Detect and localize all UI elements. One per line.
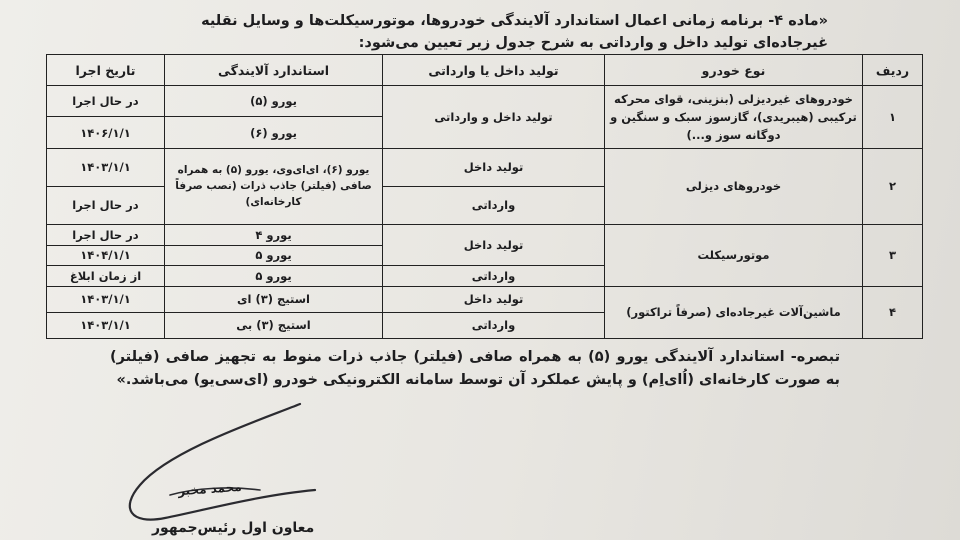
date-cell: ۱۴۰۳/۱/۱ — [47, 286, 165, 312]
table-row — [47, 286, 923, 312]
vehicle-type-cell: خودروهای غیردیزلی (بنزینی، قوای محرکه ترکیبی (هیبریدی)، گازسوز سبک و سنگین و دوگانه سوز و...) — [605, 86, 863, 149]
date-cell: از زمان ابلاغ — [47, 266, 165, 287]
standard-cell: یورو (۶) — [165, 117, 383, 148]
date-cell: در حال اجرا — [47, 86, 165, 117]
standard-cell: یورو (۶)، ای‌ای‌وی، یورو (۵) به همراه صافی (فیلتر) جاذب ذرات (نصب صرفاً کارخانه‌ای) — [165, 148, 383, 224]
table-header-row — [47, 55, 923, 86]
origin-cell: تولید داخل — [383, 286, 605, 312]
signatory-title: معاون اول رئیس‌جمهور — [152, 520, 315, 536]
origin-cell: وارداتی — [383, 186, 605, 224]
note-paragraph: تبصره- استاندارد آلایندگی یورو (۵) به همراه صافی (فیلتر) جاذب ذرات منوط به تجهیز صافی (فیلتر) به صورت کارخانه‌ای (اُای‌اِم) و پایش عملکرد آن توسط سامانه الکترونیکی خودرو (ای‌سی‌یو) می‌باشد.» — [110, 349, 841, 388]
table-row — [47, 148, 923, 186]
header-vehicle-type: نوع خودرو — [605, 55, 863, 86]
table-row — [47, 86, 923, 117]
date-cell: در حال اجرا — [47, 186, 165, 224]
header-date: تاریخ اجرا — [47, 55, 165, 86]
header-standard: استاندارد آلایندگی — [165, 55, 383, 86]
origin-cell: تولید داخل و وارداتی — [383, 86, 605, 149]
standard-cell: استیج (۳) بی — [165, 312, 383, 338]
signatory-name: محمد مخبر — [177, 479, 243, 499]
origin-cell: تولید داخل — [383, 224, 605, 265]
date-cell: ۱۴۰۴/۱/۱ — [47, 245, 165, 266]
standard-cell: یورو ۵ — [165, 245, 383, 266]
article-heading-line-2: غیرجاده‌ای تولید داخل و وارداتی به شرح جدول زیر تعیین می‌شود: — [358, 35, 828, 51]
vehicle-type-cell: خودروهای دیزلی — [605, 148, 863, 224]
standard-cell: استیج (۳) ای — [165, 286, 383, 312]
date-cell: ۱۴۰۳/۱/۱ — [47, 148, 165, 186]
standard-cell: یورو ۵ — [165, 266, 383, 287]
row-number: ۲ — [863, 148, 923, 224]
row-number: ۳ — [863, 224, 923, 286]
origin-cell: وارداتی — [383, 266, 605, 287]
date-cell: ۱۴۰۶/۱/۱ — [47, 117, 165, 148]
date-cell: در حال اجرا — [47, 224, 165, 245]
standard-cell: یورو ۴ — [165, 224, 383, 245]
vehicle-type-cell: ماشین‌آلات غیرجاده‌ای (صرفاً تراکتور) — [605, 286, 863, 338]
row-number: ۱ — [863, 86, 923, 149]
vehicle-type-cell: موتورسیکلت — [605, 224, 863, 286]
emission-schedule-table — [46, 54, 923, 339]
row-number: ۴ — [863, 286, 923, 338]
table-row — [47, 224, 923, 245]
header-row-no: ردیف — [863, 55, 923, 86]
handwritten-signature — [110, 400, 370, 540]
origin-cell: تولید داخل — [383, 148, 605, 186]
standard-cell: یورو (۵) — [165, 86, 383, 117]
header-origin: تولید داخل یا وارداتی — [383, 55, 605, 86]
origin-cell: وارداتی — [383, 312, 605, 338]
article-heading-line-1: «ماده ۴- برنامه زمانی اعمال استاندارد آلایندگی خودروها، موتورسیکلت‌ها و وسایل نقلیه — [201, 13, 828, 29]
date-cell: ۱۴۰۳/۱/۱ — [47, 312, 165, 338]
